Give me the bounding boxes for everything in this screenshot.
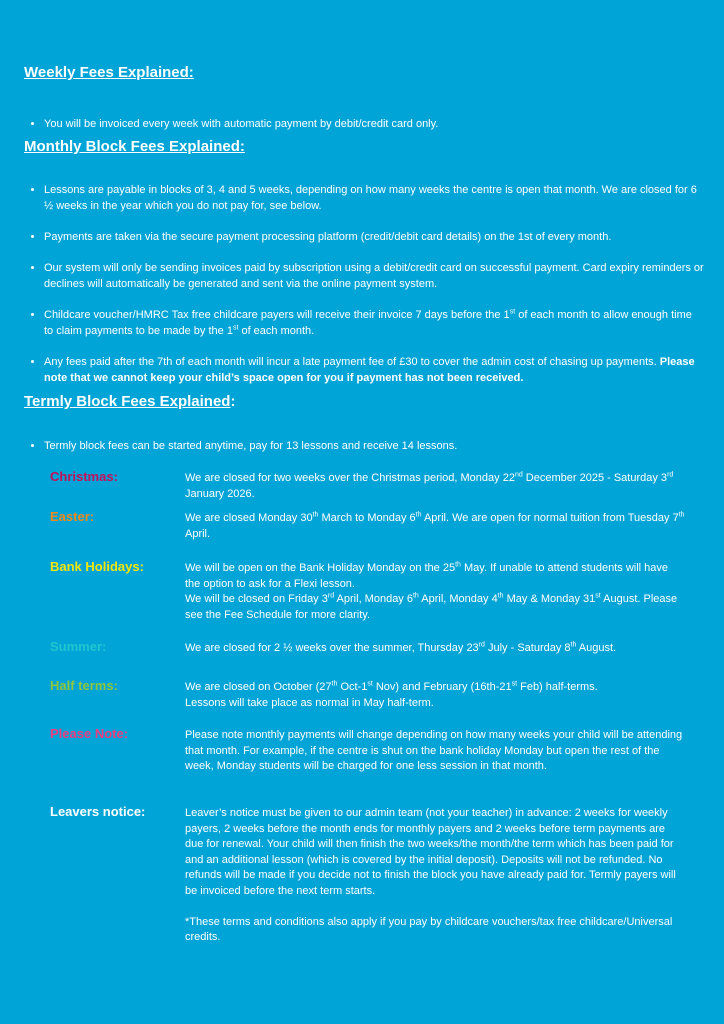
text-segment: We will be open on the Bank Holiday Monday on the 25 <box>185 562 456 574</box>
closure-label: Bank Holidays: <box>50 559 144 574</box>
text-segment: August. <box>576 642 617 654</box>
ordinal-suffix: rd <box>327 592 335 600</box>
text-segment: Our system will only be sending invoices paid by subscription using a debit/credit card on successful payment. Card expiry reminders or declines will automatically be generated and sent via the online payment system. <box>44 262 704 290</box>
text-segment: Nov) and February (16th-21 <box>372 681 512 693</box>
text-segment: May & Monday 31 <box>503 593 596 605</box>
termly-fees-list <box>26 438 704 469</box>
text-segment: Childcare voucher/HMRC Tax free childcare payers will receive their invoice 7 days before the 1 <box>44 309 510 321</box>
heading-colon: : <box>230 393 236 410</box>
closure-label: Leavers notice: <box>50 804 146 819</box>
text-segment: Leaver’s notice must be given to our admin team (not your teacher) in advance: 2 weeks for weekly payers, 2 weeks before the month ends for monthly payers and 2 weeks before term payments are due for renewal. Your child will then finish the two weeks/the month/the term which has been paid for and an additional lesson (which is covered by the initial deposit). Deposits will not be refunded. No refunds will be made if you decide not to finish the block you have already paid for. Termly payers will be invoiced before the next term starts. <box>185 807 676 897</box>
ordinal-suffix: st <box>367 680 373 688</box>
list-item <box>44 182 704 214</box>
text-segment: April, Monday 6 <box>334 593 413 605</box>
text-segment: You will be invoiced every week with automatic payment by debit/credit card only. <box>44 118 439 130</box>
text-segment: We are closed on October (27 <box>185 681 332 693</box>
ordinal-suffix: st <box>595 592 601 600</box>
closure-description <box>185 680 685 711</box>
closure-label: Please Note: <box>50 726 129 741</box>
termly-fees-heading <box>24 393 235 410</box>
text-segment: Termly block fees can be started anytime, pay for 13 lessons and receive 14 lessons. <box>44 440 458 452</box>
list-item <box>44 260 704 292</box>
closure-description <box>185 511 685 542</box>
ordinal-suffix: th <box>678 511 685 519</box>
text-segment: Feb) half-terms. <box>517 681 598 693</box>
list-item <box>44 354 704 386</box>
text-segment: March to Monday 6 <box>318 512 416 524</box>
ordinal-suffix: th <box>415 511 422 519</box>
closure-label: Christmas: <box>50 469 118 484</box>
ordinal-suffix: th <box>570 641 577 649</box>
text-segment: April. <box>185 527 211 540</box>
ordinal-suffix: th <box>412 592 419 600</box>
ordinal-suffix: th <box>455 561 461 569</box>
list-item <box>44 438 704 454</box>
text-segment: of each month to allow enough time to claim payments to be made by the 1 <box>44 309 692 337</box>
text-segment: August. Please see the Fee Schedule for more clarity. <box>185 593 678 621</box>
text-segment: April. We are open for normal tuition from Tuesday 7 <box>421 512 679 524</box>
ordinal-suffix: th <box>312 511 319 519</box>
text-segment: of each month. <box>238 325 315 337</box>
closure-label: Summer: <box>50 639 107 654</box>
text-segment: December 2025 - Saturday 3 <box>522 472 668 484</box>
closure-label: Easter: <box>50 509 95 524</box>
text-segment: May. If unable to attend students will have the option to ask for a Flexi lesson. <box>185 562 669 590</box>
ordinal-suffix: st <box>509 308 516 316</box>
text-segment: January 2026. <box>185 487 255 500</box>
closure-description <box>185 641 685 657</box>
list-item <box>44 307 704 339</box>
ordinal-suffix: rd <box>478 641 485 649</box>
text-segment: We will be closed on Friday 3 <box>185 593 328 605</box>
weekly-fees-heading <box>24 64 194 81</box>
text-segment: Please note monthly payments will change depending on how many weeks your child will be attending that month. For example, if the centre is shut on the bank holiday Monday but open the rest of the week, Monday students will be charged for one less session in that month. <box>185 729 683 772</box>
closure-description <box>185 728 685 775</box>
text-segment: Lessons will take place as normal in May half-term. <box>185 696 434 709</box>
ordinal-suffix: th <box>497 592 504 600</box>
ordinal-suffix: rd <box>667 471 674 479</box>
text-segment: Lessons are payable in blocks of 3, 4 and 5 weeks, depending on how many weeks the centre is open that month. We are closed for 6 ½ weeks in the year which you do not pay for, see below. <box>44 184 697 212</box>
text-segment: Any fees paid after the 7th of each month will incur a late payment fee of £30 to cover the admin cost of chasing up payments. <box>44 356 660 368</box>
text-segment: We are closed Monday 30 <box>185 512 313 524</box>
list-item <box>44 229 704 245</box>
text-segment: We are closed for 2 ½ weeks over the summer, Thursday 23 <box>185 642 479 654</box>
monthly-fees-heading <box>24 138 245 155</box>
bold-notice: Please note that we cannot keep your child’s space open for you if payment has not been received. <box>44 356 695 384</box>
text-segment: April, Monday 4 <box>418 593 498 605</box>
closure-description <box>185 806 685 946</box>
text-segment: We are closed for two weeks over the Christmas period, Monday 22 <box>185 472 515 484</box>
heading-text: Weekly Fees Explained: <box>24 64 194 81</box>
heading-text: Termly Block Fees Explained <box>24 393 231 410</box>
closure-label: Half terms: <box>50 678 118 693</box>
closure-description <box>185 561 685 623</box>
text-segment: *These terms and conditions also apply if you pay by childcare vouchers/tax free childcare/Universal credits. <box>185 915 673 943</box>
ordinal-suffix: th <box>331 680 338 688</box>
monthly-fees-list <box>26 182 704 401</box>
text-segment: Oct-1 <box>337 681 368 693</box>
heading-text: Monthly Block Fees Explained: <box>24 138 245 155</box>
ordinal-suffix: st <box>511 680 518 688</box>
ordinal-suffix: st <box>232 324 239 332</box>
closure-description <box>185 471 685 502</box>
text-segment: Payments are taken via the secure payment processing platform (credit/debit card details) on the 1st of every month. <box>44 231 612 243</box>
text-segment: July - Saturday 8 <box>484 642 571 654</box>
ordinal-suffix: nd <box>514 471 523 479</box>
list-item <box>44 116 704 132</box>
